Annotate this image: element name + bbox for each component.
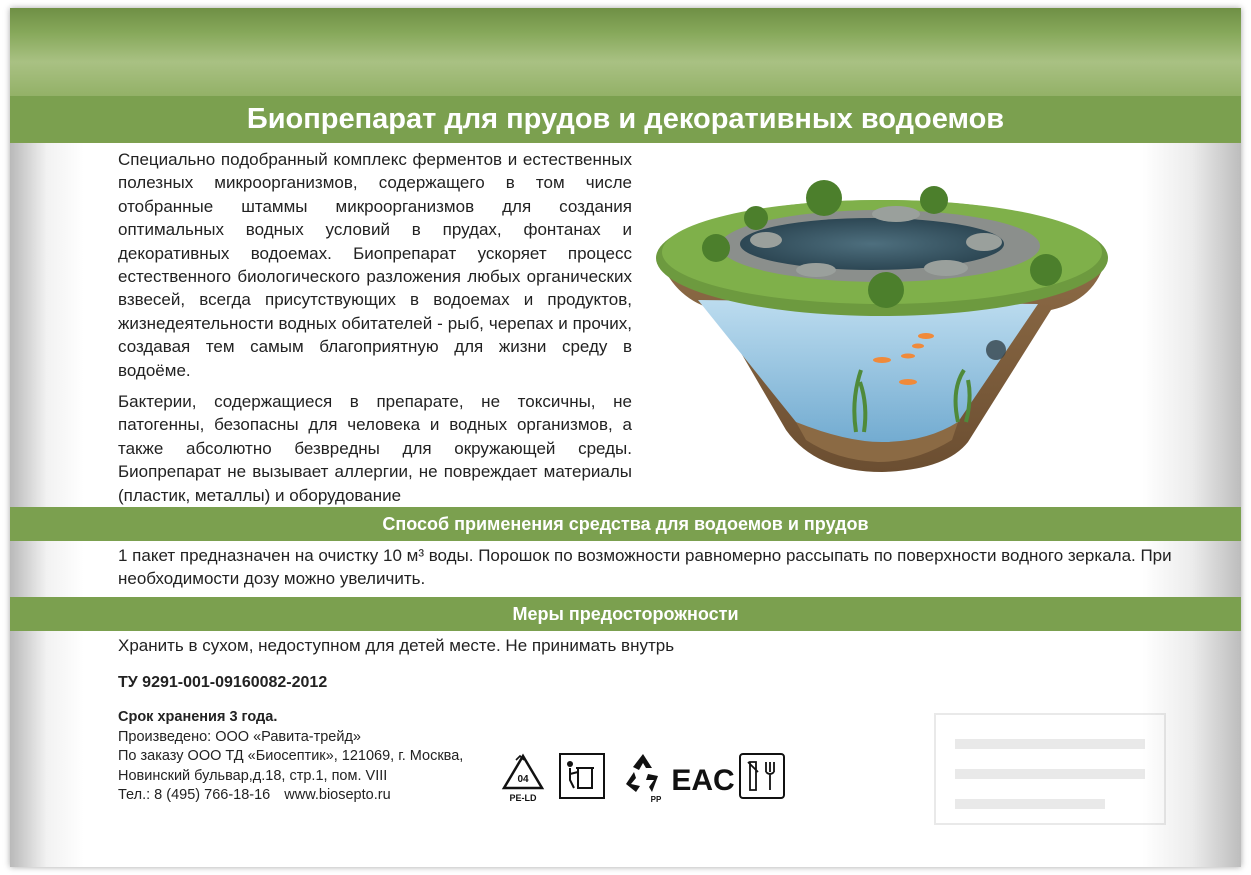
manufacturer-info [118,708,463,806]
recycle-code: 04 [517,774,529,785]
description-paragraph-1: Специально подобранный комплекс ферментов и естественных полезных микроорганизмов, содержащего в том числе отобранные штаммы микроорганизмов для создания оптимальных водных условий в прудах, фонтанах и декоративных водоемах. Биопрепарат ускоряет процесс естественного биологического разложения любых органических взвесей, всегда присутствующих в водоемах и продуктов, жизнедеятельности водных обитателей - рыб, черепах и прочих, создавая тем самым благоприятную для жизни среду в водоёме. [118,150,632,380]
description-paragraph-2: Бактерии, содержащиеся в препарате, не токсичны, не патогенны, безопасны для человека и водных организмов, а также абсолютно безвредны для окружающей среды. Биопрепарат не вызывает аллергии, не повреждает материалы (пластик, металлы) и оборудование [118,392,632,505]
certification-marks [498,750,788,804]
tu-code: ТУ 9291-001-09160082-2012 [118,674,328,691]
phone: Тел.: 8 (495) 766-18-16 [118,787,271,803]
pp-label: PP [650,795,662,804]
recycle-material: PE-LD [509,793,537,803]
recycle-pp-icon [618,750,668,804]
package-back [10,8,1241,867]
website: www.biosepto.ru [284,787,391,803]
description [118,148,632,515]
page-title: Биопрепарат для прудов и декоративных водоемов [10,96,1241,142]
precautions-text: Хранить в сухом, недоступном для детей месте. Не принимать внутрь [118,636,675,655]
pond-illustration [646,160,1108,480]
recycle-pe-ld-icon [498,750,548,804]
usage-heading: Способ применения средства для водоемов и прудов [10,507,1241,541]
producer: Произведено: ООО «Равита-трейд» [118,728,361,745]
shelf-life: Срок хранения 3 года. [118,709,278,725]
contact-line [118,786,463,806]
order-line-2: Новинский бульвар,д.18, стр.1, пом. VIII [118,767,388,784]
precautions-heading: Меры предосторожности [10,597,1241,631]
eac-icon [671,750,735,804]
usage-text: 1 пакет предназначен на очистку 10 м³ воды. Порошок по возможности равномерно рассыпать по поверхности водного зеркала. При необходимости дозу можно увеличить. [118,546,1172,588]
eac-label: EAC [671,764,735,797]
order-line-1: По заказу ООО ТД «Биосептик», 121069, г. Москва, [118,748,464,764]
food-safe-icon [738,750,788,804]
trash-bin-icon [558,750,608,804]
background-watermark [935,714,1165,824]
